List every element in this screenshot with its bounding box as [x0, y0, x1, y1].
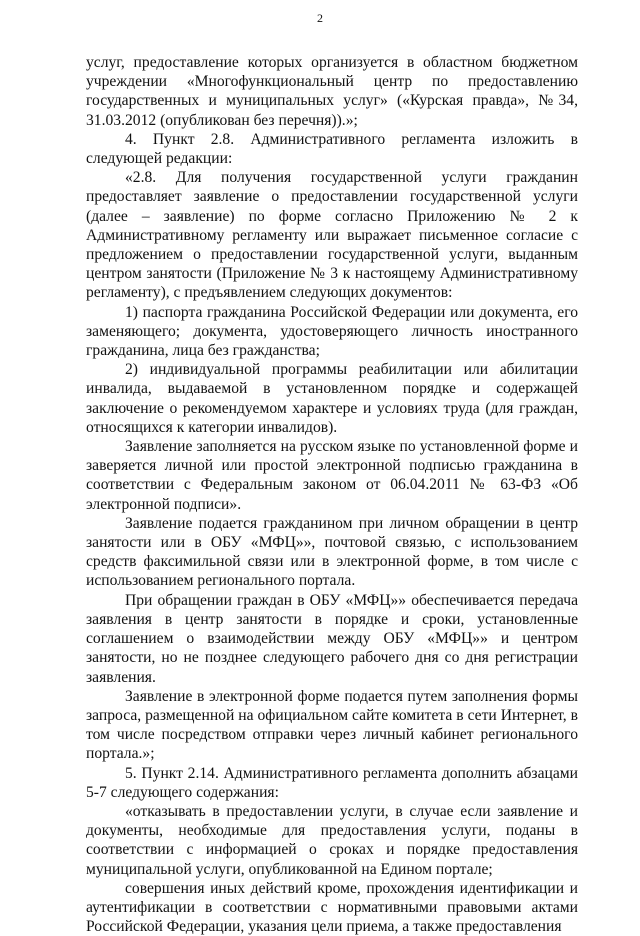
paragraph: 1) паспорта гражданина Российской Федерации или документа, его заменяющего; документа, удостоверяющего личность иностранного гражданина, лица без гражданства;	[86, 303, 578, 360]
paragraph: услуг, предоставление которых организуется в областном бюджетном учреждении «Многофункциональный центр по предоставлению государственных и муниципальных услуг» («Курская правда», №34, 31.03.2012 (опубликован без перечня)).»;	[86, 54, 578, 129]
paragraph: Заявление в электронной форме подается путем заполнения формы запроса, размещенной на официальном сайте комитета в сети Интернет, в том числе посредством отправки через личный кабинет регионального портала.»;	[86, 687, 578, 763]
document-body	[86, 53, 578, 936]
paragraph: «отказывать в предоставлении услуги, в случае если заявление и документы, необходимые для предоставления услуги, поданы в соответствии с информацией о сроках и порядке предоставления муниципальной услуги, опубликованной на Едином портале;	[86, 802, 578, 878]
paragraph: совершения иных действий кроме, прохождения идентификации и аутентификации в соответствии с нормативными правовыми актами Российской Федерации, указания цели приема, а также предоставления	[86, 879, 578, 936]
paragraph: 2) индивидуальной программы реабилитации или абилитации инвалида, выдаваемой в установленном порядке и содержащей заключение о рекомендуемом характере и условиях труда (для граждан, относящихся к категории инвалидов).	[86, 361, 578, 436]
paragraph: «2.8. Для получения государственной услуги гражданин предоставляет заявление о предоставлении государственной услуги (далее – заявление) по форме согласно Приложению № 2 к Административному регламенту или выражает письменное согласие с предложением о предоставлении государственной услуги, выданным центром занятости (Приложение № 3 к настоящему Административному регламенту), с предъявлением следующих документов:	[86, 169, 578, 302]
paragraph: Заявление заполняется на русском языке по установленной форме и заверяется личной или простой электронной подписью гражданина в соответствии с Федеральным законом от 06.04.2011 № 63-ФЗ «Об электронной подписи».	[86, 438, 578, 513]
paragraph: При обращении граждан в ОБУ «МФЦ»» обеспечивается передача заявления в центр занятости в порядке и сроки, установленные соглашением о взаимодействии между ОБУ «МФЦ»» и центром занятости, но не позднее следующего рабочего дня со дня регистрации заявления.	[86, 591, 578, 686]
paragraph: Заявление подается гражданином при личном обращении в центр занятости или в ОБУ «МФЦ»», почтовой связью, с использованием средств факсимильной связи или в электронной форме, в том числе с использованием регионального портала.	[86, 514, 578, 590]
page-number: 2	[317, 11, 323, 25]
paragraph: 5. Пункт 2.14. Административного регламента дополнить абзацами 5-7 следующего содержания:	[86, 764, 578, 801]
paragraph: 4. Пункт 2.8. Административного регламента изложить в следующей редакции:	[86, 130, 578, 168]
